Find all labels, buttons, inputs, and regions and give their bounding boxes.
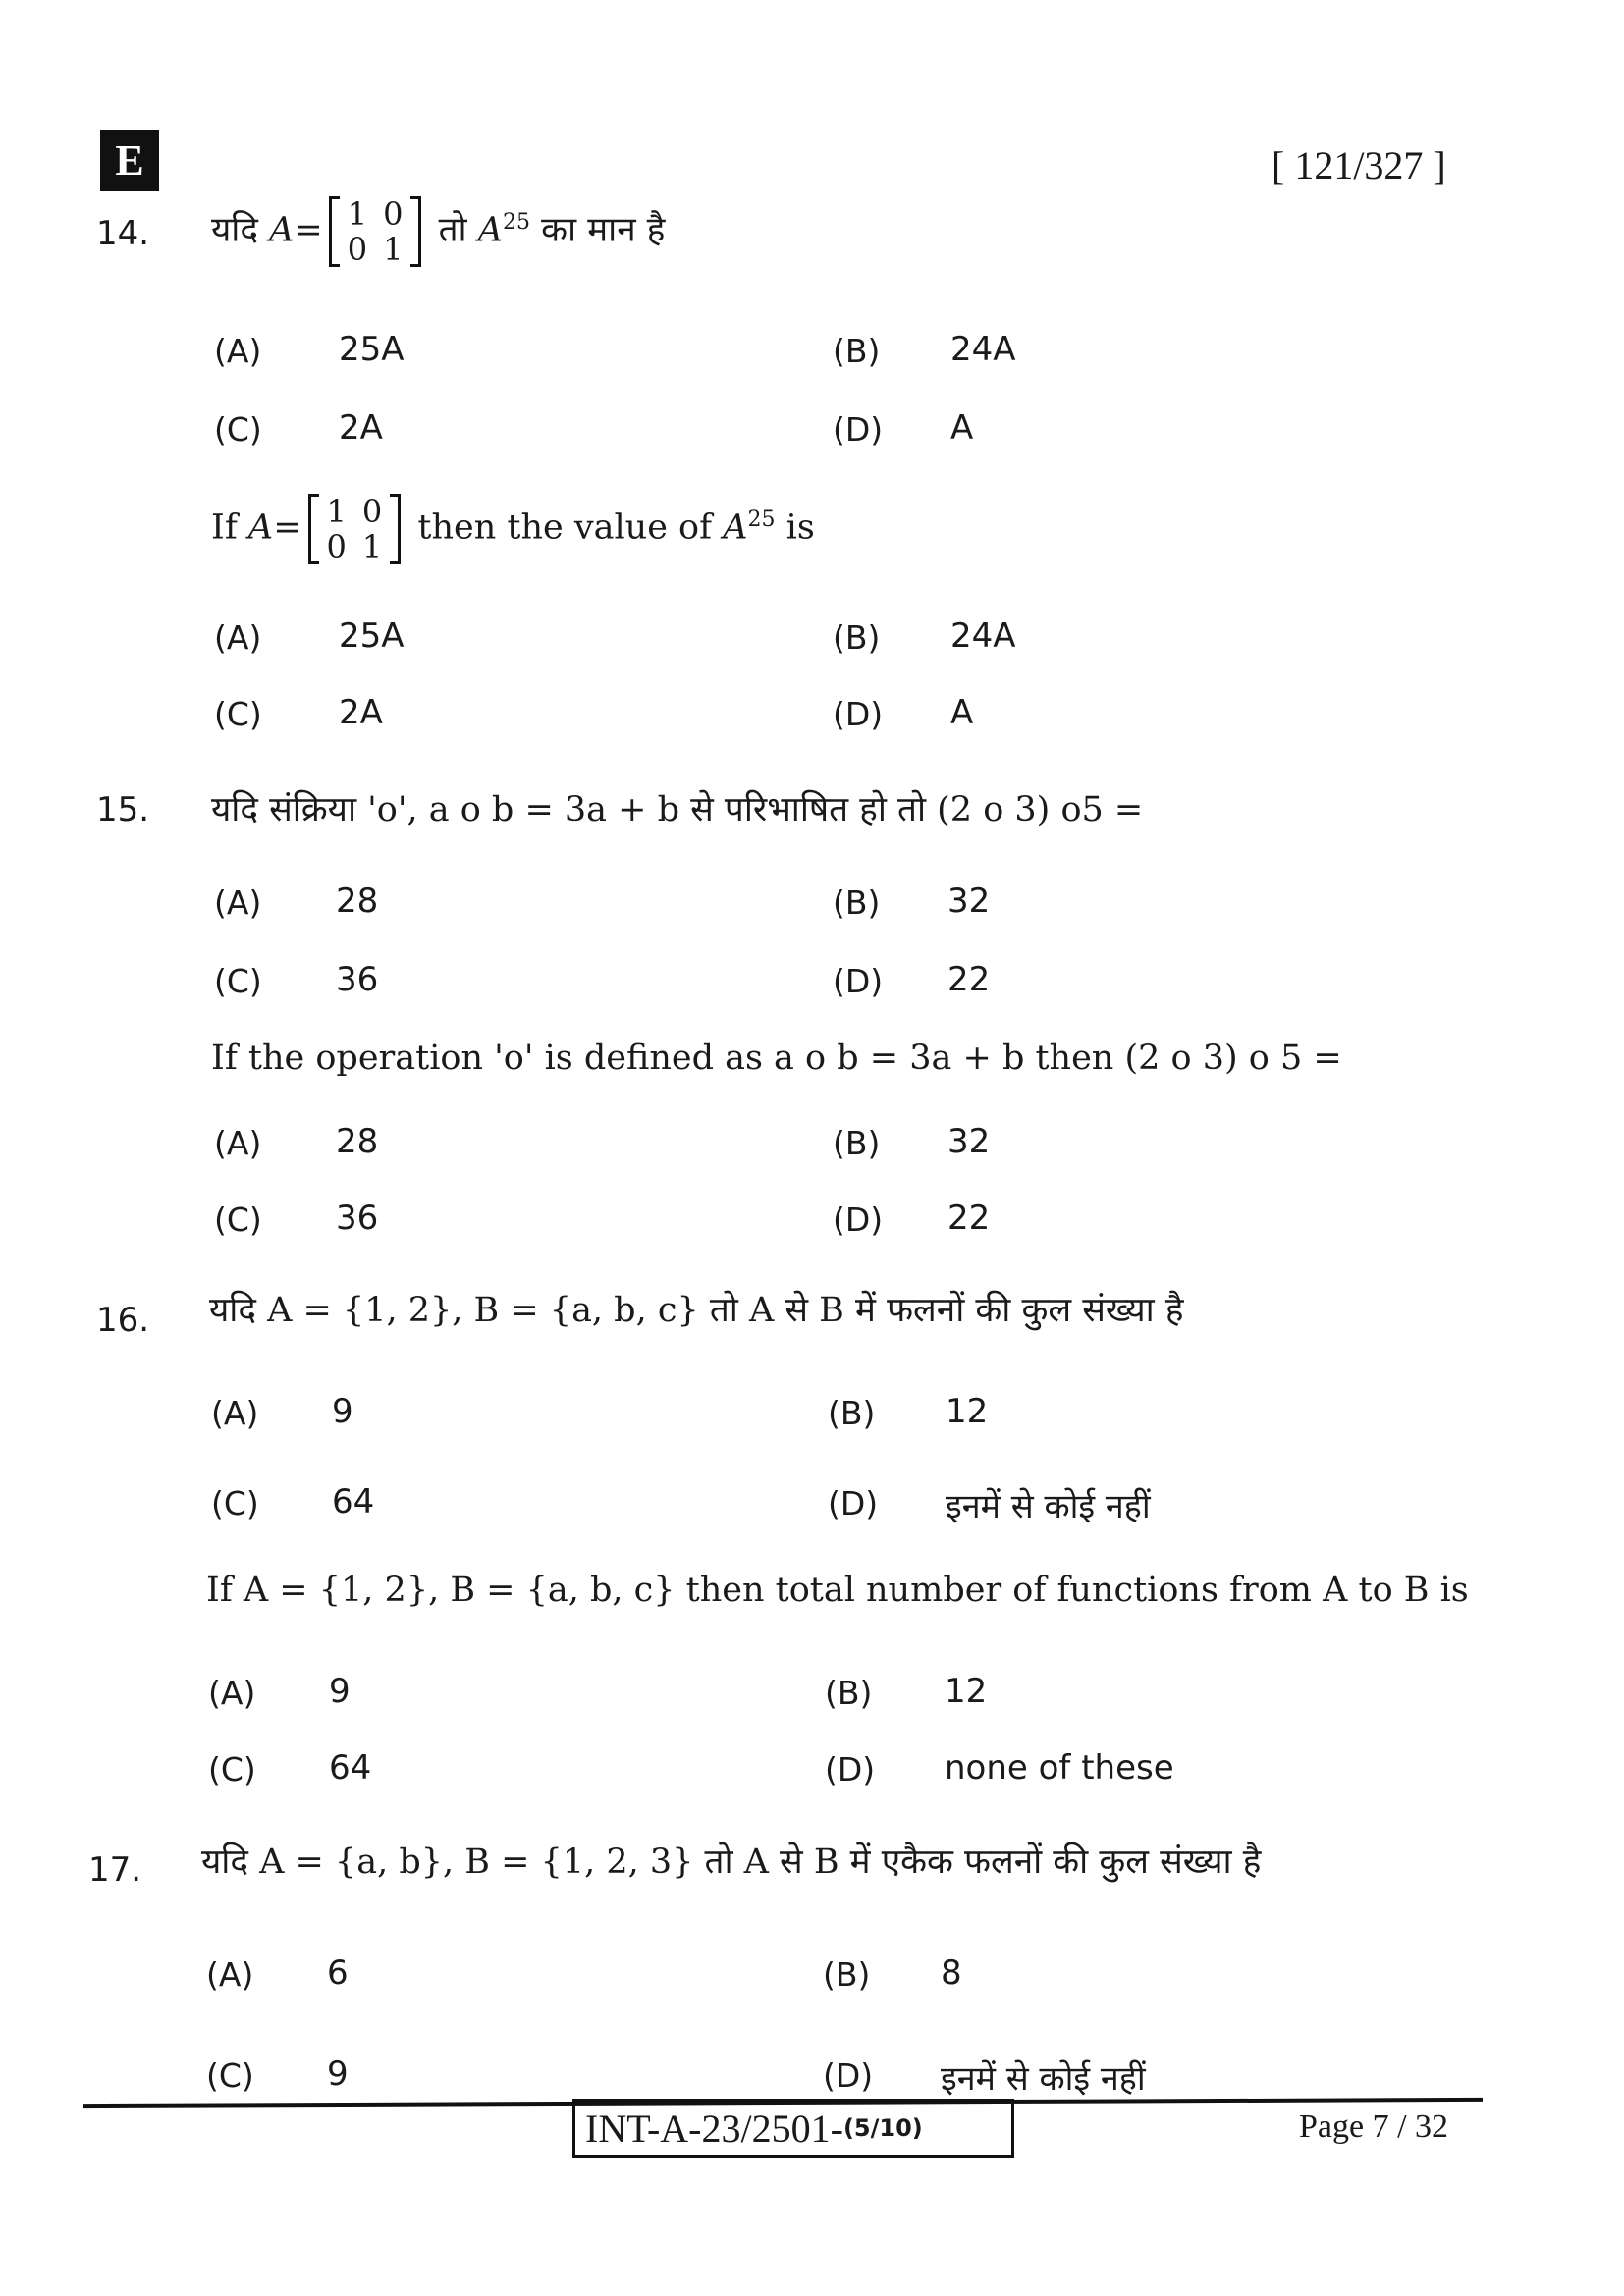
matrix [308, 494, 402, 564]
question-17-hindi: यदि A = {a, b}, B = {1, 2, 3} तो A से B में एकैक फलनों की कुल संख्या है [201, 1842, 1262, 1882]
math-eq: = [294, 210, 323, 250]
exponent: 25 [747, 507, 776, 532]
set-label: E [100, 130, 159, 191]
option-value: 64 [329, 1748, 372, 1788]
page-number: Page 7 / 32 [1299, 2109, 1449, 2145]
matrix-cell: 1 [347, 195, 368, 233]
option-value: 2A [339, 693, 383, 732]
stem-text: is [785, 507, 815, 548]
matrix-cell: 1 [361, 528, 383, 565]
question-16-english: If A = {1, 2}, B = {a, b, c} then total number of functions from A to B is [206, 1571, 1469, 1610]
option-label: (C) [214, 410, 262, 449]
question-14-english [211, 494, 815, 564]
question-number: 16. [96, 1301, 150, 1340]
question-number: 14. [96, 214, 150, 253]
option-value: 24A [950, 330, 1016, 369]
option-label: (A) [214, 883, 262, 922]
option-value: 9 [332, 1392, 353, 1431]
option-value: 32 [947, 1122, 991, 1161]
option-value: 28 [336, 881, 379, 921]
stem-text: यदि [211, 210, 258, 250]
question-number: 15. [96, 790, 150, 829]
option-value: 12 [946, 1392, 989, 1431]
option-label: (D) [828, 1484, 879, 1522]
option-value: 2A [339, 408, 383, 448]
matrix [329, 196, 422, 267]
question-15-hindi: यदि संक्रिया 'o', a o b = 3a + b से परिभाषित हो तो (2 o 3) o5 = [211, 790, 1144, 829]
option-label: (B) [833, 1124, 881, 1162]
question-range-code: [ 121/327 ] [1272, 143, 1446, 187]
option-label: (D) [825, 1750, 876, 1789]
paper-code: INT-A-23/2501- [585, 2106, 843, 2151]
question-14-hindi [211, 196, 665, 267]
option-label: (D) [833, 695, 884, 733]
option-label: (C) [214, 962, 262, 1000]
paper-code-suffix: (5/10) [842, 2114, 923, 2142]
option-value: 22 [947, 1199, 991, 1238]
matrix-cell: 0 [326, 528, 347, 565]
option-label: (C) [211, 1484, 259, 1522]
option-label: (A) [214, 332, 262, 370]
option-label: (B) [833, 883, 881, 922]
option-label: (A) [206, 1955, 254, 1994]
option-value: 24A [950, 616, 1016, 656]
option-label: (B) [825, 1674, 873, 1712]
option-value: 36 [336, 960, 379, 999]
option-label: (D) [833, 962, 884, 1000]
option-label: (C) [206, 2056, 254, 2095]
stem-text: का मान है [541, 210, 666, 250]
option-value: 22 [947, 960, 991, 999]
option-label: (D) [823, 2056, 874, 2095]
math-var: A [477, 210, 503, 250]
option-value: 25A [339, 330, 405, 369]
matrix-cell: 0 [383, 195, 404, 233]
option-label: (D) [833, 410, 884, 449]
option-label: (A) [211, 1394, 259, 1432]
option-value: none of these [945, 1748, 1174, 1788]
question-16-hindi: यदि A = {1, 2}, B = {a, b, c} तो A से B में फलनों की कुल संख्या है [209, 1291, 1184, 1330]
option-value: A [950, 408, 974, 448]
option-value: 32 [947, 881, 991, 921]
option-value: 8 [941, 1953, 962, 1993]
math-eq: = [273, 507, 302, 548]
option-label: (C) [208, 1750, 256, 1789]
option-label: (B) [833, 618, 881, 657]
math-var: A [723, 507, 748, 548]
option-value: 6 [327, 1953, 349, 1993]
math-var: A [269, 210, 295, 250]
matrix-cell: 1 [383, 231, 404, 268]
paper-code-box [572, 2099, 1014, 2158]
option-value: 64 [332, 1482, 375, 1522]
stem-text: If [211, 507, 238, 548]
option-value: 28 [336, 1122, 379, 1161]
option-label: (C) [214, 695, 262, 733]
option-label: (A) [208, 1674, 256, 1712]
option-label: (B) [833, 332, 881, 370]
option-value: 36 [336, 1199, 379, 1238]
option-value: 12 [945, 1672, 988, 1711]
option-value: 9 [327, 2055, 349, 2094]
option-value: इनमें से कोई नहीं [946, 1487, 1151, 1526]
matrix-cell: 0 [361, 493, 383, 530]
option-label: (A) [214, 618, 262, 657]
option-value: 25A [339, 616, 405, 656]
option-value: 9 [329, 1672, 351, 1711]
matrix-cell: 0 [347, 231, 368, 268]
exponent: 25 [503, 209, 530, 235]
option-value: A [950, 693, 974, 732]
question-number: 17. [88, 1850, 142, 1890]
math-var: A [247, 507, 274, 548]
option-label: (B) [823, 1955, 871, 1994]
option-value: इनमें से कोई नहीं [941, 2059, 1146, 2099]
stem-text: तो [438, 210, 467, 250]
matrix-cell: 1 [326, 493, 347, 530]
option-label: (A) [214, 1124, 262, 1162]
stem-text: then the value of [417, 507, 713, 548]
question-15-english: If the operation 'o' is defined as a o b = 3a + b then (2 o 3) o 5 = [211, 1039, 1342, 1078]
option-label: (D) [833, 1201, 884, 1239]
option-label: (C) [214, 1201, 262, 1239]
option-label: (B) [828, 1394, 876, 1432]
